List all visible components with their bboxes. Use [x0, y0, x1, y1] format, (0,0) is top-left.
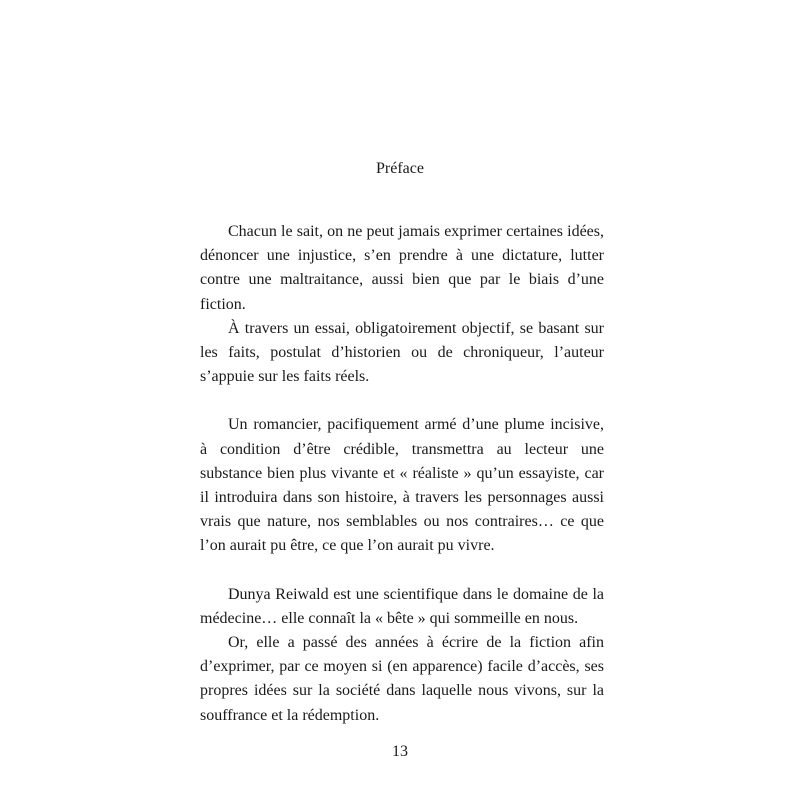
paragraph-3: Un romancier, pacifiquement armé d’une plume incisive, à condition d’être crédible, transmettra au lecteur une substance bien plus vivante et « réaliste » qu’un essayiste, car il introduira dans son histoire, à travers les personnages aussi vrais que nature, nos semblables ou nos contraires… ce que l’on aurait pu être, ce que l’on aurait pu vivre. — [200, 416, 604, 555]
paragraph-2: À travers un essai, obligatoirement objectif, se basant sur les faits, postulat d’historien ou de chroniqueur, l’auteur s’appuie sur les faits réels. — [200, 319, 604, 386]
page-title: Préface — [376, 160, 424, 177]
paragraph-1: Chacun le sait, on ne peut jamais exprimer certaines idées, dénoncer une injustice, s’en prendre à une dictature, lutter contre une maltraitance, aussi bien que par le biais d’une fiction. — [200, 223, 604, 313]
paragraph-4: Dunya Reiwald est une scientifique dans le domaine de la médecine… elle connaît la « bête » qui sommeille en nous. — [200, 585, 604, 627]
preface-body — [200, 220, 604, 728]
paragraph-5: Or, elle a passé des années à écrire de la fiction afin d’exprimer, par ce moyen si (en apparence) facile d’accès, ses propres idées sur la société dans laquelle nous vivons, sur la souffrance et la rédemption. — [200, 634, 604, 724]
page-number: 13 — [392, 743, 408, 760]
